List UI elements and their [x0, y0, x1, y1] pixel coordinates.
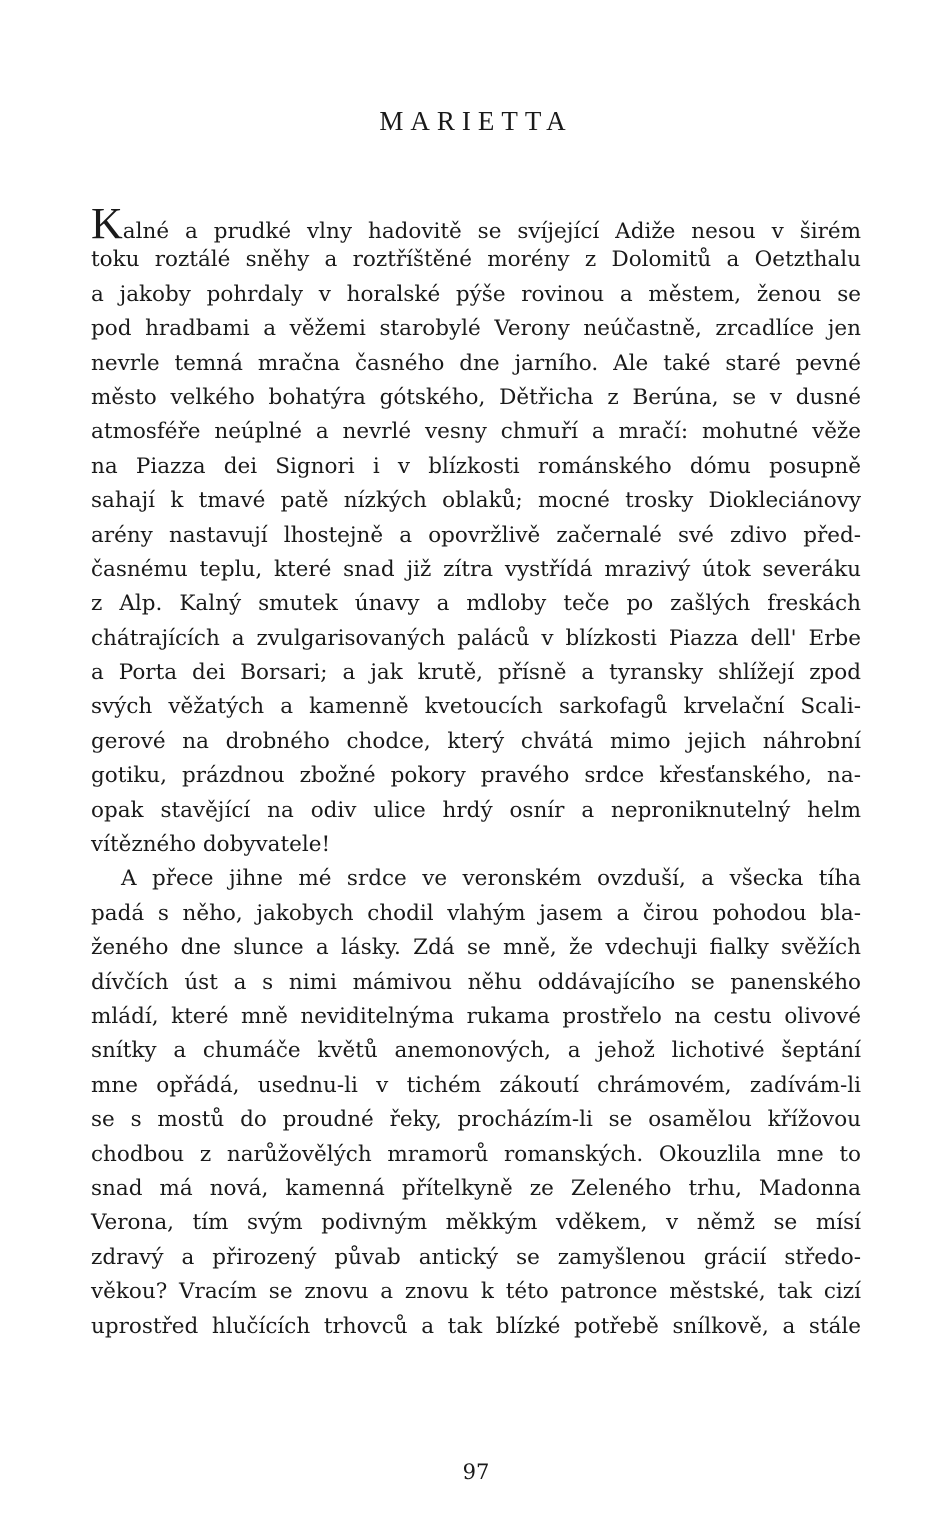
- text-line: snad má nová, kamenná přítelkyně ze Zeleného trhu, Madonna: [91, 1175, 861, 1201]
- text-line: gerové na drobného chodce, který chvátá mimo jejich náhrobní: [91, 728, 861, 754]
- text-line: nevrle temná mračna časného dne jarního. Ale také staré pevné: [91, 350, 861, 376]
- text-line: svých věžatých a kamenně kvetoucích sarkofagů krvelační Scali-: [91, 694, 861, 720]
- text-line: opak stavějící na odiv ulice hrdý osnír a neproniknutelný helm: [91, 797, 861, 823]
- text-line: snítky a chumáče květů anemonových, a jehož lichotivé šeptání: [91, 1038, 861, 1064]
- page-number: 97: [462, 1460, 490, 1484]
- text-line: město velkého bohatýra gótského, Dětřicha z Berúna, se v dusné: [91, 384, 861, 410]
- text-line: padá s něho, jakobych chodil vlahým jasem a čirou pohodou bla-: [91, 900, 861, 926]
- text-line: atmosféře neúplné a nevrlé vesny chmuří a mračí: mohutné věže: [91, 419, 861, 445]
- text-line: sahají k tmavé patě nízkých oblaků; mocné trosky Diokleciánovy: [91, 488, 861, 514]
- text-line-paragraph-start: A přece jihne mé srdce ve veronském ovzduší, a všecka tíha: [121, 866, 861, 892]
- text-line: se s mostů do proudné řeky, procházím-li se osamělou křížovou: [91, 1107, 861, 1133]
- text-line: [91, 199, 861, 248]
- text-line: mládí, které mně neviditelnýma rukama prostřelo na cestu olivové: [91, 1003, 861, 1029]
- text-line: ženého dne slunce a lásky. Zdá se mně, že vdechuji fialky svěžích: [91, 935, 861, 961]
- body-text: [91, 199, 861, 1344]
- text-line: z Alp. Kalný smutek únavy a mdloby teče po zašlých freskách: [91, 591, 861, 617]
- text-line: chodbou z narůžovělých mramorů romanských. Okouzlila mne to: [91, 1141, 861, 1167]
- drop-cap: K: [91, 199, 123, 248]
- text-line: uprostřed hlučících trhovců a tak blízké potřebě snílkově, a stále: [91, 1313, 861, 1339]
- text-line: dívčích úst a s nimi mámivou něhu oddávajícího se panenského: [91, 969, 861, 995]
- text-line-paragraph-end: vítězného dobyvatele!: [91, 832, 331, 858]
- text-line: a Porta dei Borsari; a jak krutě, přísně a tyransky shlížejí zpod: [91, 660, 861, 686]
- chapter-title: MARIETTA: [379, 106, 573, 136]
- text-line: zdravý a přirozený půvab antický se zamyšlenou grácií středo-: [91, 1244, 861, 1270]
- text-line: chátrajících a zvulgarisovaných paláců v blízkosti Piazza dell' Erbe: [91, 625, 861, 651]
- text-line: a jakoby pohrdaly v horalské pýše rovinou a městem, ženou se: [91, 281, 861, 307]
- text-line: arény nastavují lhostejně a opovržlivě začernalé své zdivo před-: [91, 522, 861, 548]
- text-line: časnému teplu, které snad již zítra vystřídá mrazivý útok severáku: [91, 556, 861, 582]
- text-line: gotiku, prázdnou zbožné pokory pravého srdce křesťanského, na-: [91, 763, 861, 789]
- text-line: na Piazza dei Signori i v blízkosti románského dómu posupně: [91, 453, 861, 479]
- text-line: mne opřádá, usednu-li v tichém zákoutí chrámovém, zadívám-li: [91, 1072, 861, 1098]
- text-line: Verona, tím svým podivným měkkým vděkem, v němž se mísí: [91, 1210, 861, 1236]
- text-line-content: alné a prudké vlny hadovitě se svíjející Adiže nesou v širém: [122, 219, 861, 244]
- text-line: věkou? Vracím se znovu a znovu k této patronce městské, tak cizí: [91, 1279, 861, 1305]
- text-line: toku roztálé sněhy a roztříštěné morény z Dolomitů a Oetzthalu: [91, 247, 861, 273]
- text-line: pod hradbami a věžemi starobylé Verony neúčastně, zrcadlíce jen: [91, 316, 861, 342]
